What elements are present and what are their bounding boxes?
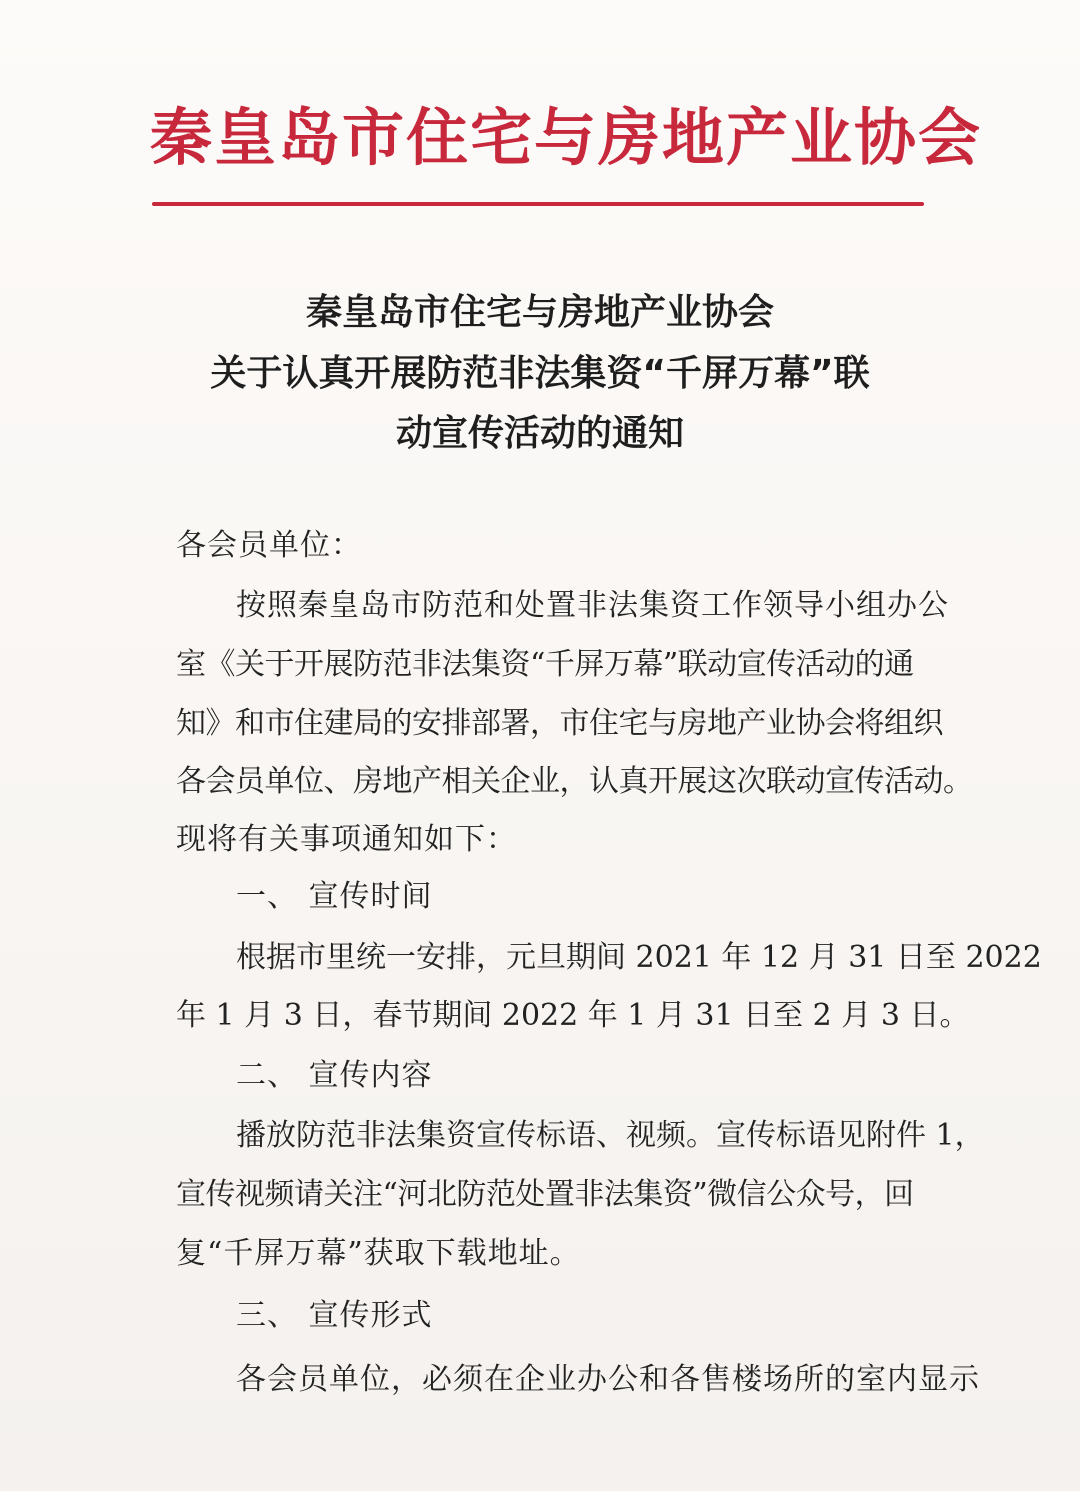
section-2-line-3: 复“千屏万幕”获取下载地址。 <box>176 1236 581 1271</box>
section-1-line-1: 根据市里统一安排，元旦期间 2021 年 12 月 31 日至 2022 <box>236 940 1042 975</box>
section-3-heading: 三、 宣传形式 <box>236 1298 433 1333</box>
intro-line-2: 室《关于开展防范非法集资“千屏万幕”联动宣传活动的通 <box>176 647 914 682</box>
intro-line-5: 现将有关事项通知如下： <box>176 822 517 857</box>
letterhead-org-name: 秦皇岛市住宅与房地产业协会 <box>150 101 983 174</box>
section-3-line-1: 各会员单位，必须在企业办公和各售楼场所的室内显示 <box>236 1362 980 1397</box>
notice-title-line-3: 动宣传活动的通知 <box>395 413 684 454</box>
notice-title-line-2: 关于认真开展防范非法集资“千屏万幕”联 <box>210 353 870 394</box>
section-2-line-1: 播放防范非法集资宣传标语、视频。宣传标语见附件 1， <box>236 1118 985 1153</box>
salutation: 各会员单位： <box>176 528 362 563</box>
section-1-heading: 一、 宣传时间 <box>236 879 433 914</box>
intro-line-3: 知》和市住建局的安排部署，市住宅与房地产业协会将组织 <box>176 706 943 741</box>
section-2-heading: 二、 宣传内容 <box>236 1058 433 1093</box>
intro-line-4: 各会员单位、房地产相关企业，认真开展这次联动宣传活动。 <box>176 764 973 799</box>
letterhead-red-rule <box>152 202 924 206</box>
notice-title-line-1: 秦皇岛市住宅与房地产业协会 <box>305 292 774 333</box>
section-2-line-2: 宣传视频请关注“河北防范处置非法集资”微信公众号，回 <box>176 1177 914 1212</box>
intro-line-1: 按照秦皇岛市防范和处置非法集资工作领导小组办公 <box>236 588 949 623</box>
section-1-line-2: 年 1 月 3 日，春节期间 2022 年 1 月 31 日至 2 月 3 日。 <box>176 998 970 1033</box>
